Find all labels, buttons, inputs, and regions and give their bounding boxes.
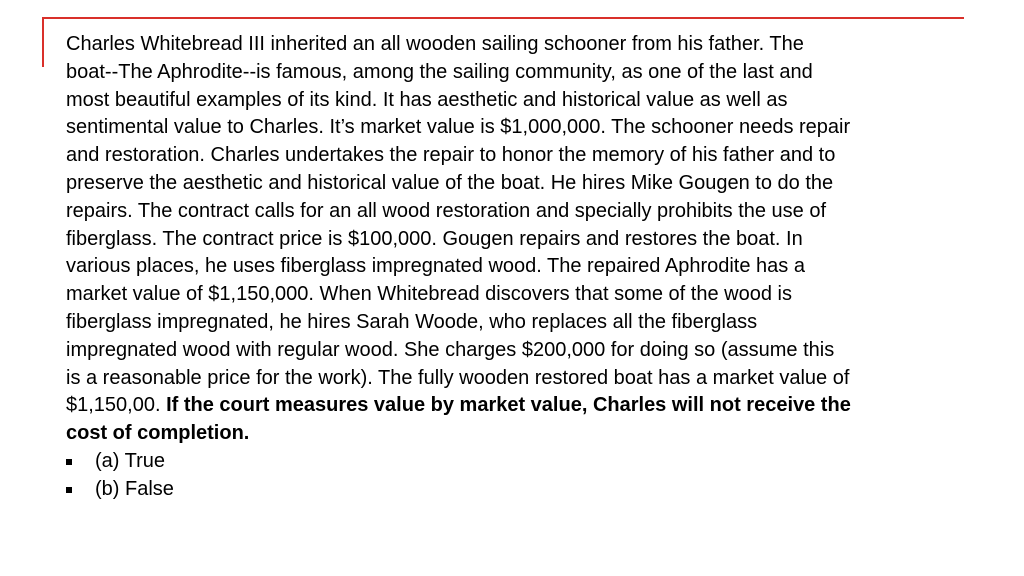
answer-option-label: (a) True bbox=[95, 449, 166, 472]
slide-content bbox=[66, 31, 996, 504]
square-bullet-icon bbox=[66, 487, 72, 493]
answer-option-b[interactable] bbox=[66, 476, 996, 504]
answer-options bbox=[66, 448, 996, 504]
question-statement: If the court measures value by market value, Charles will not receive the cost of completion. bbox=[66, 394, 851, 445]
answer-option-a[interactable] bbox=[66, 448, 996, 476]
square-bullet-icon bbox=[66, 459, 72, 465]
fact-pattern-text: Charles Whitebread III inherited an all wooden sailing schooner from his father. The boat--The Aphrodite--is famous, among the sailing community, as one of the last and most beautiful examples of its kind. It has aesthetic and historical value as well as sentimental value to Charles. It’s market value is $1,000,000. The schooner needs repair and restoration. Charles undertakes the repair to honor the memory of his father and to preserve the aesthetic and historical value of the boat. He hires Mike Gougen to do the repairs. The contract calls for an all wood restoration and specially prohibits the use of fiberglass. The contract price is $100,000. Gougen repairs and restores the boat. In various places, he uses fiberglass impregnated wood. The repaired Aphrodite has a market value of $1,150,000. When Whitebread discovers that some of the wood is fiberglass impregnated, he hires Sarah Woode, who replaces all the fiberglass impregnated wood with regular wood. She charges $200,000 for doing so (assume this is a reasonable price for the work). The fully wooden restored boat has a market value of $1,150,00. bbox=[66, 33, 851, 417]
answer-option-label: (b) False bbox=[95, 477, 174, 500]
question-paragraph bbox=[66, 31, 996, 448]
accent-line-left bbox=[42, 17, 44, 67]
accent-line-top bbox=[42, 17, 964, 19]
